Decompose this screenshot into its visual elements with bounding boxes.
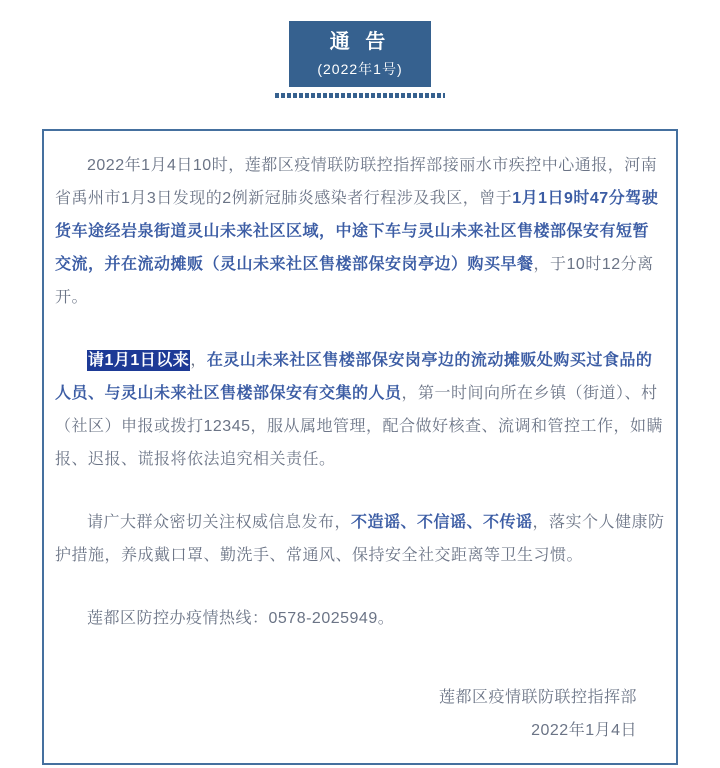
- paragraph-report-route-bold: 1月1日9时47分驾驶货车途经岩泉街道灵山未来社区区域，中途下车与灵山未来社区售楼部保安有短暂交流，并在流动摊贩（灵山未来社区售楼部保安岗亭边）购买早餐: [55, 190, 659, 273]
- paragraph-advice-slogan-bold: 不造谣、不信谣、不传谣: [351, 514, 533, 531]
- notice-header: [0, 0, 720, 98]
- paragraph-advice-tail: ，落实个人健康防护措施，养成戴口罩、勤洗手、常通风、保持安全社交距离等卫生习惯。: [55, 514, 665, 564]
- notice-issue-number: (2022年1号): [317, 61, 403, 77]
- notice-title-box: [289, 21, 431, 87]
- paragraph-request-sep: ，: [190, 352, 207, 369]
- hotline-number: 莲都区防控办疫情热线：0578-2025949。: [87, 610, 395, 627]
- paragraph-advice: [55, 506, 665, 572]
- paragraph-report: [55, 149, 665, 314]
- dotted-divider: [275, 93, 445, 98]
- notice-title: 通 告: [329, 31, 391, 53]
- paragraph-advice-text: 请广大群众密切关注权威信息发布，: [87, 514, 352, 531]
- signature-date: 2022年1月4日: [531, 722, 637, 739]
- paragraph-request: [55, 344, 665, 476]
- paragraph-request-people-bold: 在灵山未来社区售楼部保安岗亭边的流动摊贩处购买过食品的人员、与灵山未来社区售楼部保安有交集的人员: [55, 352, 653, 402]
- paragraph-request-tail: ，第一时间向所在乡镇（街道）、村（社区）申报或拨打12345，服从属地管理，配合做好核查、流调和管控工作，如瞒报、迟报、谎报将依法追究相关责任。: [55, 385, 663, 468]
- paragraph-report-tail: ，于10时12分离开。: [55, 256, 654, 306]
- notice-body-box: [42, 129, 678, 765]
- paragraph-report-text: 2022年1月4日10时，莲都区疫情联防联控指挥部接丽水市疾控中心通报，河南省禹州市1月3日发现的2例新冠肺炎感染者行程涉及我区，曾于: [55, 157, 658, 207]
- date-highlight: 请1月1日以来: [88, 352, 190, 369]
- signature-authority: 莲都区疫情联防联控指挥部: [438, 689, 637, 706]
